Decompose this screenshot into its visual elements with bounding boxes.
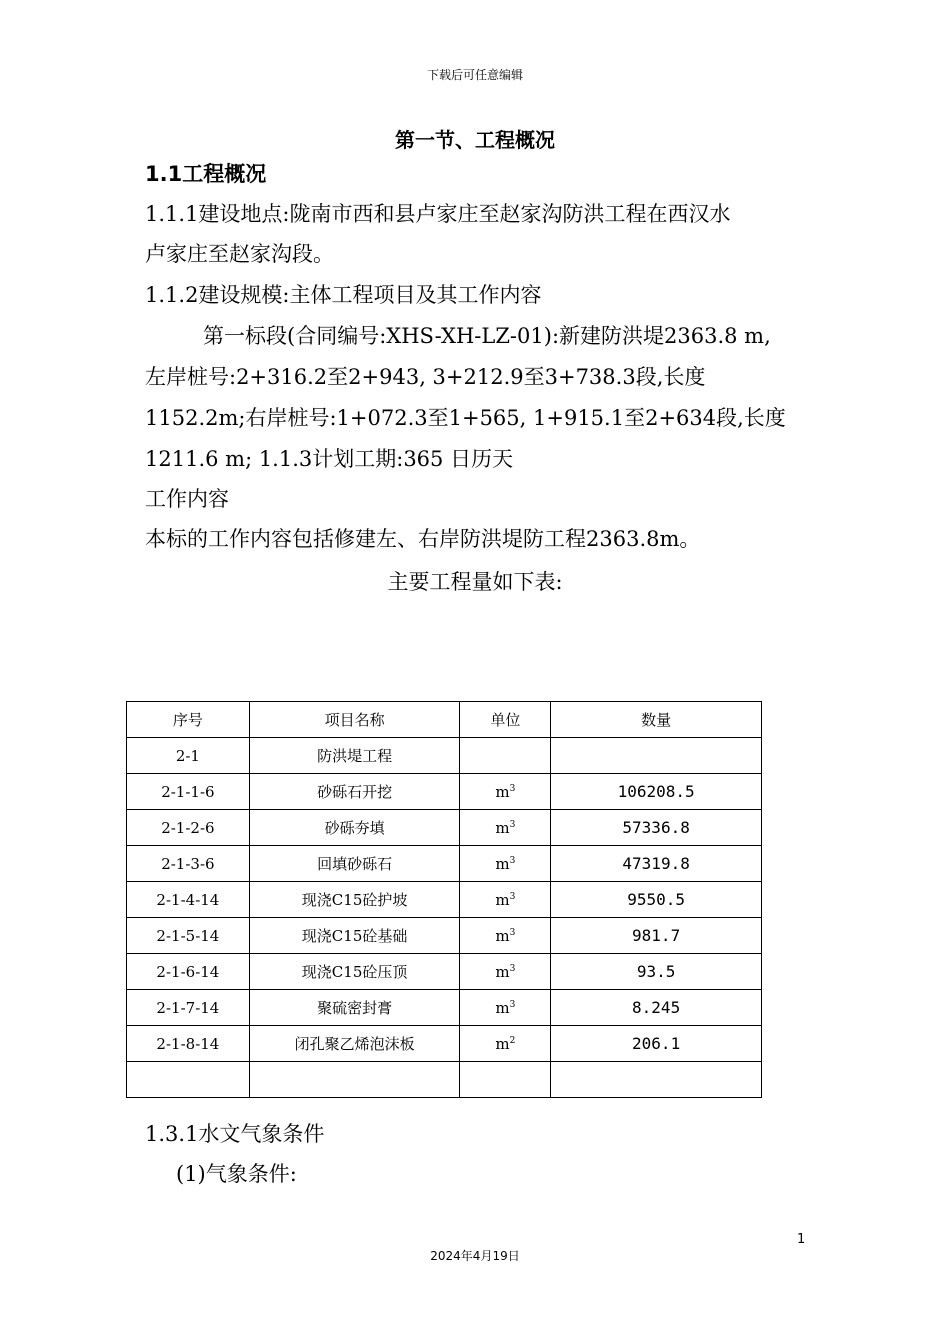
cell-name: 砂砾夯填 — [249, 810, 460, 846]
section-title: 第一节、工程概况 — [395, 128, 555, 152]
cell-unit — [460, 1062, 551, 1098]
cell-name: 聚硫密封膏 — [249, 990, 460, 1026]
cell-qty: 9550.5 — [551, 882, 762, 918]
cell-qty — [551, 1062, 762, 1098]
paragraph-scope-line2: 左岸桩号:2+316.2至2+943, 3+212.9至3+738.3段,长度 — [145, 365, 706, 389]
paragraph-location-line2: 卢家庄至赵家沟段。 — [145, 242, 334, 266]
cell-unit: $m^3$ — [460, 990, 551, 1026]
footer-date: 2024年4月19日 — [430, 1249, 520, 1263]
table-row — [127, 846, 762, 882]
cell-no: 2-1 — [127, 738, 250, 774]
cell-qty: 8.245 — [551, 990, 762, 1026]
cell-name: 回填砂砾石 — [249, 846, 460, 882]
cell-no: 2-1-4-14 — [127, 882, 250, 918]
cell-qty — [551, 738, 762, 774]
cell-name: 防洪堤工程 — [249, 738, 460, 774]
table-header-row — [127, 702, 762, 738]
table-row — [127, 738, 762, 774]
cell-qty: 47319.8 — [551, 846, 762, 882]
table-row — [127, 774, 762, 810]
cell-no: 2-1-1-6 — [127, 774, 250, 810]
heading-1-3-1: 1.3.1水文气象条件 — [145, 1122, 325, 1146]
paragraph-weather: (1)气象条件: — [176, 1162, 297, 1186]
paragraph-scope-line3: 1152.2m;右岸桩号:1+072.3至1+565, 1+915.1至2+634段,长度 — [145, 406, 786, 430]
cell-no: 2-1-6-14 — [127, 954, 250, 990]
cell-qty: 106208.5 — [551, 774, 762, 810]
paragraph-scope-line4: 1211.6 m; 1.1.3计划工期:365 日历天 — [145, 447, 514, 471]
cell-no: 2-1-3-6 — [127, 846, 250, 882]
cell-no: 2-1-8-14 — [127, 1026, 250, 1062]
cell-unit: $m^3$ — [460, 774, 551, 810]
cell-qty: 981.7 — [551, 918, 762, 954]
paragraph-scope-line1: 第一标段(合同编号:XHS-XH-LZ-01):新建防洪堤2363.8 m, — [203, 324, 771, 348]
paragraph-work-title: 工作内容 — [145, 487, 229, 511]
paragraph-scale: 1.1.2建设规模:主体工程项目及其工作内容 — [145, 283, 542, 307]
header-cell-no: 序号 — [127, 702, 250, 738]
cell-unit: $m^3$ — [460, 846, 551, 882]
cell-name — [249, 1062, 460, 1098]
cell-unit: $m^2$ — [460, 1026, 551, 1062]
table-row-empty — [127, 1062, 762, 1098]
table-row — [127, 918, 762, 954]
paragraph-location-line1: 1.1.1建设地点:陇南市西和县卢家庄至赵家沟防洪工程在西汉水 — [145, 202, 731, 226]
table-row — [127, 990, 762, 1026]
cell-unit: $m^3$ — [460, 918, 551, 954]
cell-no: 2-1-7-14 — [127, 990, 250, 1026]
header-cell-qty: 数量 — [551, 702, 762, 738]
cell-name: 砂砾石开挖 — [249, 774, 460, 810]
header-note: 下载后可任意编辑 — [426, 68, 523, 82]
cell-no: 2-1-5-14 — [127, 918, 250, 954]
table-row — [127, 1026, 762, 1062]
cell-name: 现浇C15砼基础 — [249, 918, 460, 954]
quantity-table — [126, 701, 762, 1098]
cell-unit: $m^3$ — [460, 882, 551, 918]
table-row — [127, 810, 762, 846]
table-row — [127, 882, 762, 918]
cell-name: 现浇C15砼护坡 — [249, 882, 460, 918]
cell-qty: 57336.8 — [551, 810, 762, 846]
table-row — [127, 954, 762, 990]
cell-name: 闭孔聚乙烯泡沫板 — [249, 1026, 460, 1062]
table-caption: 主要工程量如下表: — [387, 570, 563, 594]
cell-qty: 93.5 — [551, 954, 762, 990]
header-cell-name: 项目名称 — [249, 702, 460, 738]
paragraph-work-description: 本标的工作内容包括修建左、右岸防洪堤防工程2363.8m。 — [145, 527, 701, 551]
header-cell-unit: 单位 — [460, 702, 551, 738]
heading-1-1: 1.1工程概况 — [145, 162, 267, 186]
cell-unit: $m^3$ — [460, 810, 551, 846]
cell-qty: 206.1 — [551, 1026, 762, 1062]
page-number: 1 — [797, 1232, 806, 1247]
cell-no: 2-1-2-6 — [127, 810, 250, 846]
cell-unit: $m^3$ — [460, 954, 551, 990]
cell-unit — [460, 738, 551, 774]
cell-name: 现浇C15砼压顶 — [249, 954, 460, 990]
cell-no — [127, 1062, 250, 1098]
